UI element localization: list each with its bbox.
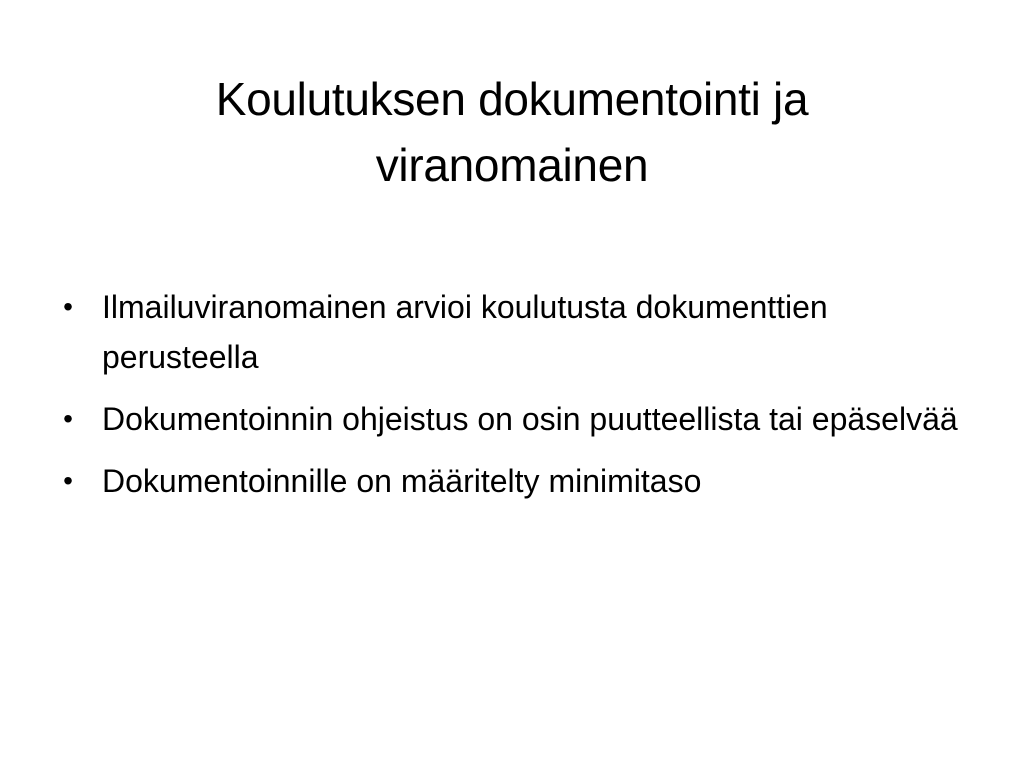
- slide-title: Koulutuksen dokumentointi ja viranomainen: [215, 73, 809, 191]
- bullet-text: Ilmailuviranomainen arvioi koulutusta dokumenttien perusteella: [102, 289, 828, 375]
- bullet-text: Dokumentoinnille on määritelty minimitaso: [102, 463, 702, 499]
- bullet-icon: •: [63, 465, 73, 496]
- bullet-list: [58, 282, 958, 518]
- bullet-item-2: [58, 394, 958, 444]
- bullet-text: Dokumentoinnin ohjeistus on osin puutteellista tai epäselvää: [102, 401, 958, 437]
- bullet-icon: •: [63, 403, 73, 434]
- bullet-item-3: [58, 456, 958, 506]
- bullet-icon: •: [63, 291, 73, 322]
- bullet-item-1: [58, 282, 958, 382]
